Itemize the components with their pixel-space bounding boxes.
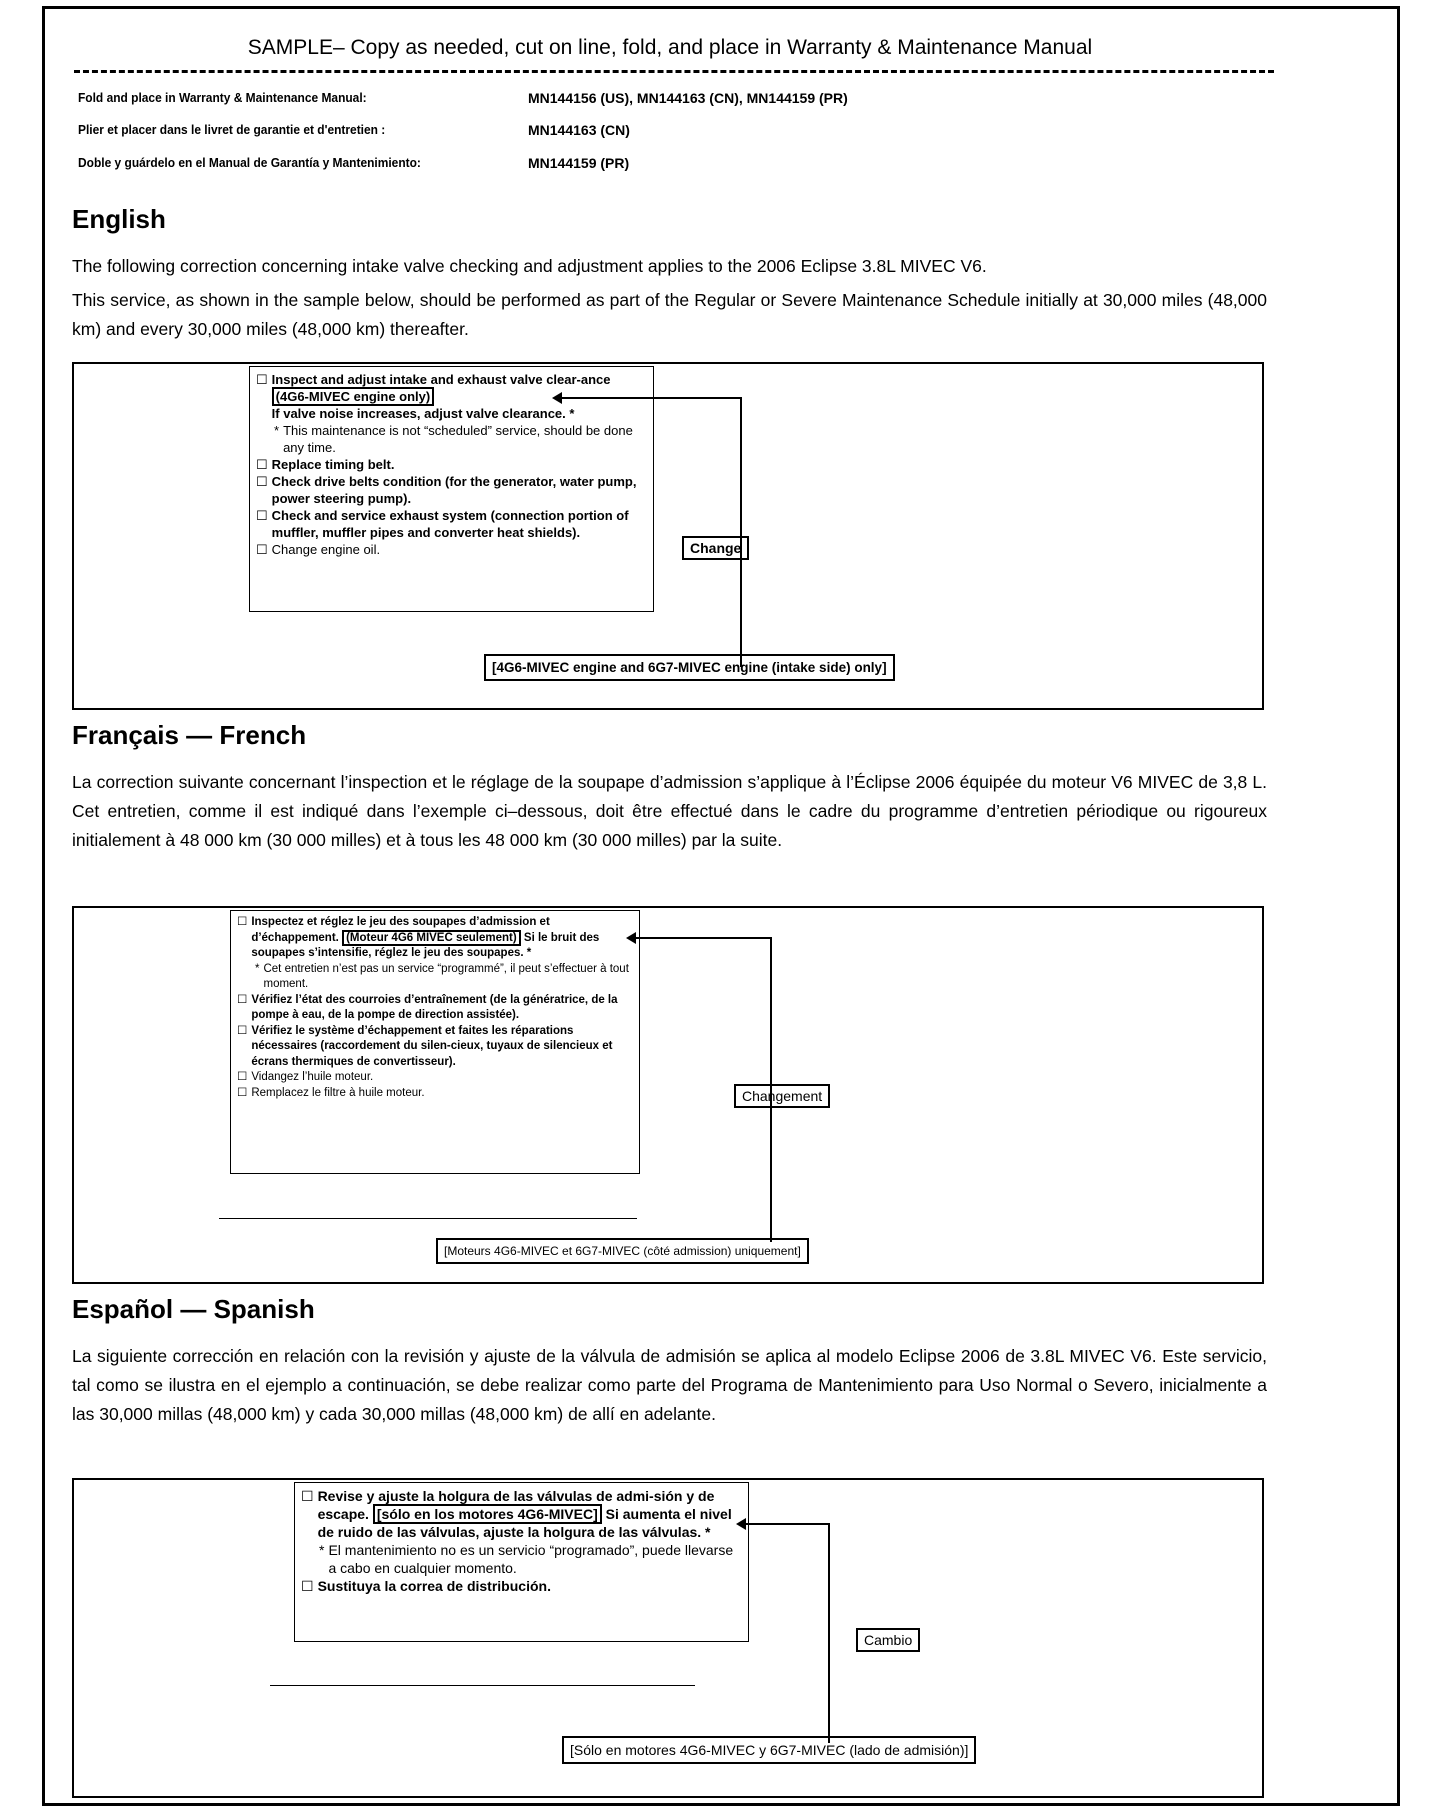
checkbox-icon: ☐: [237, 1071, 248, 1083]
french-connector-h: [636, 937, 772, 939]
english-item-drive-belts: ☐ Check drive belts condition (for the generator, water pump, power steering pump).: [256, 474, 637, 506]
spanish-arrow-icon: [736, 1518, 746, 1530]
spanish-engine-tag: [Sólo en motores 4G6-MIVEC y 6G7-MIVEC (lado de admisión)]: [562, 1736, 976, 1764]
english-change-label: Change: [682, 536, 749, 560]
checkbox-icon: ☐: [237, 916, 248, 928]
sample-header: SAMPLE– Copy as needed, cut on line, fold, and place in Warranty & Maintenance Manual: [247, 36, 1093, 59]
english-highlight-4g6: (4G6-MIVEC engine only): [272, 387, 435, 406]
english-maintenance-list: [249, 366, 654, 612]
english-engine-tag: [4G6-MIVEC engine and 6G7-MIVEC engine (intake side) only]: [484, 654, 895, 681]
cut-line: [74, 70, 1274, 73]
french-separator: [219, 1218, 637, 1219]
french-item-oil: ☐ Vidangez l’huile moteur.: [237, 1070, 633, 1086]
checkbox-icon: ☐: [256, 474, 268, 489]
spanish-item-timing-belt: ☐ Sustituya la correa de distribución.: [301, 1578, 551, 1594]
french-intro: La correction suivante concernant l’inspection et le réglage de la soupape d’admission s’applique à l’Éclipse 2006 équipée du moteur V6 MIVEC de 3,8 L. Cet entretien, comme il est indiqué dans l’exemple ci–dessous, doit être effectué dans le cadre du programme d’entretien périodique ou rigoureux initialement à 48 000 km (30 000 milles) et à tous les 48 000 km (30 000 milles) par la suite.: [72, 772, 1267, 850]
spanish-note: * El mantenimiento no es un servicio “programado”, puede llevarse a cabo en cualquier momento.: [319, 1542, 734, 1576]
english-schedule-note: This service, as shown in the sample below, should be performed as part of the Regular or Severe Maintenance Schedule initially at 30,000 miles (48,000 km) and every 30,000 miles (48,000 km) thereafter.: [72, 290, 1267, 339]
checkbox-icon: ☐: [301, 1578, 314, 1594]
french-heading: Français — French: [72, 720, 307, 750]
spanish-connector-h: [746, 1523, 830, 1525]
checkbox-icon: ☐: [256, 542, 268, 557]
spanish-item-valve: ☐ Revise y ajuste la holgura de las válvulas de admi-sión y de escape. [sólo en los motores 4G6-MIVEC] Si aumenta el nivel de ruido de las válvulas, ajuste la holgura de las válvulas. *: [301, 1488, 732, 1540]
english-heading: English: [72, 204, 166, 234]
reference-label-cn: Plier et placer dans le livret de garantie et d'entretien :: [78, 122, 386, 137]
english-item-valve: ☐ Inspect and adjust intake and exhaust valve clear-ance (4G6-MIVEC engine only) If valve noise increases, adjust valve clearance. *: [256, 372, 611, 421]
english-arrow-icon: [552, 392, 562, 404]
english-item-timing-belt: ☐ Replace timing belt.: [256, 457, 395, 472]
checkbox-icon: ☐: [256, 372, 268, 387]
french-engine-tag: [Moteurs 4G6-MIVEC et 6G7-MIVEC (côté admission) uniquement]: [436, 1238, 809, 1264]
french-arrow-icon: [626, 932, 636, 944]
french-item-filter: ☐ Remplacez le filtre à huile moteur.: [237, 1086, 633, 1102]
checkbox-icon: ☐: [301, 1488, 314, 1504]
english-item-oil: ☐ Change engine oil.: [256, 542, 381, 557]
french-item-exhaust: ☐ Vérifiez le système d’échappement et faites les réparations nécessaires (raccordement du silen-cieux, tuyaux de silencieux et écrans thermiques de convertisseur).: [237, 1024, 633, 1071]
english-item-exhaust: ☐ Check and service exhaust system (connection portion of muffler, muffler pipes and converter heat shields).: [256, 508, 629, 540]
reference-label-us: Fold and place in Warranty & Maintenance Manual:: [78, 90, 367, 105]
french-maintenance-list: [230, 910, 640, 1174]
english-connector-v: [740, 397, 742, 667]
reference-codes-us: MN144156 (US), MN144163 (CN), MN144159 (PR): [528, 90, 848, 106]
french-item-valve: ☐ Inspectez et réglez le jeu des soupapes d’admission et d’échappement. (Moteur 4G6 MIVEC seulement) Si le bruit des soupapes s’intensifie, réglez le jeu des soupapes. *: [237, 915, 633, 962]
english-connector-h: [562, 397, 742, 399]
french-sample-box: [72, 906, 1264, 1284]
spanish-highlight-4g6: [sólo en los motores 4G6-MIVEC]: [373, 1504, 602, 1524]
spanish-heading: Español — Spanish: [72, 1294, 315, 1324]
french-connector-v: [770, 937, 772, 1242]
checkbox-icon: ☐: [237, 1086, 248, 1099]
checkbox-icon: ☐: [237, 1024, 248, 1037]
spanish-sample-box: [72, 1478, 1264, 1798]
spanish-intro: La siguiente corrección en relación con la revisión y ajuste de la válvula de admisión se aplica al modelo Eclipse 2006 de 3.8L MIVEC V6. Este servicio, tal como se ilustra en el ejemplo a continuación, se debe realizar como parte del Programa de Mantenimiento para Uso Normal o Severo, inicialmente a las 30,000 millas (48,000 km) y cada 30,000 millas (48,000 km) de allí en adelante.: [72, 1346, 1267, 1424]
checkbox-icon: ☐: [237, 993, 248, 1006]
french-highlight-4g6: (Moteur 4G6 MIVEC seulement): [342, 930, 521, 946]
reference-codes-pr: MN144159 (PR): [528, 155, 630, 171]
reference-label-pr: Doble y guárdelo en el Manual de Garantía y Mantenimiento:: [78, 155, 421, 170]
english-note: * This maintenance is not “scheduled” service, should be done any time.: [274, 423, 633, 455]
english-intro: The following correction concerning intake valve checking and adjustment applies to the 2006 Eclipse 3.8L MIVEC V6.: [72, 256, 987, 276]
spanish-change-label: Cambio: [856, 1628, 920, 1652]
checkbox-icon: ☐: [256, 508, 268, 523]
spanish-maintenance-list: [294, 1482, 749, 1642]
french-item-drive-belts: ☐ Vérifiez l’état des courroies d’entraînement (de la génératrice, de la pompe à eau, de la pompe de direction assistée).: [237, 993, 633, 1024]
french-note: * Cet entretien n’est pas un service “programmé”, il peut s’effectuer à tout moment.: [255, 962, 629, 990]
reference-codes-cn: MN144163 (CN): [528, 122, 630, 138]
english-sample-box: [72, 362, 1264, 710]
spanish-connector-v: [828, 1523, 830, 1743]
checkbox-icon: ☐: [256, 457, 268, 472]
french-change-label: Changement: [734, 1084, 830, 1108]
spanish-separator: [270, 1685, 695, 1686]
